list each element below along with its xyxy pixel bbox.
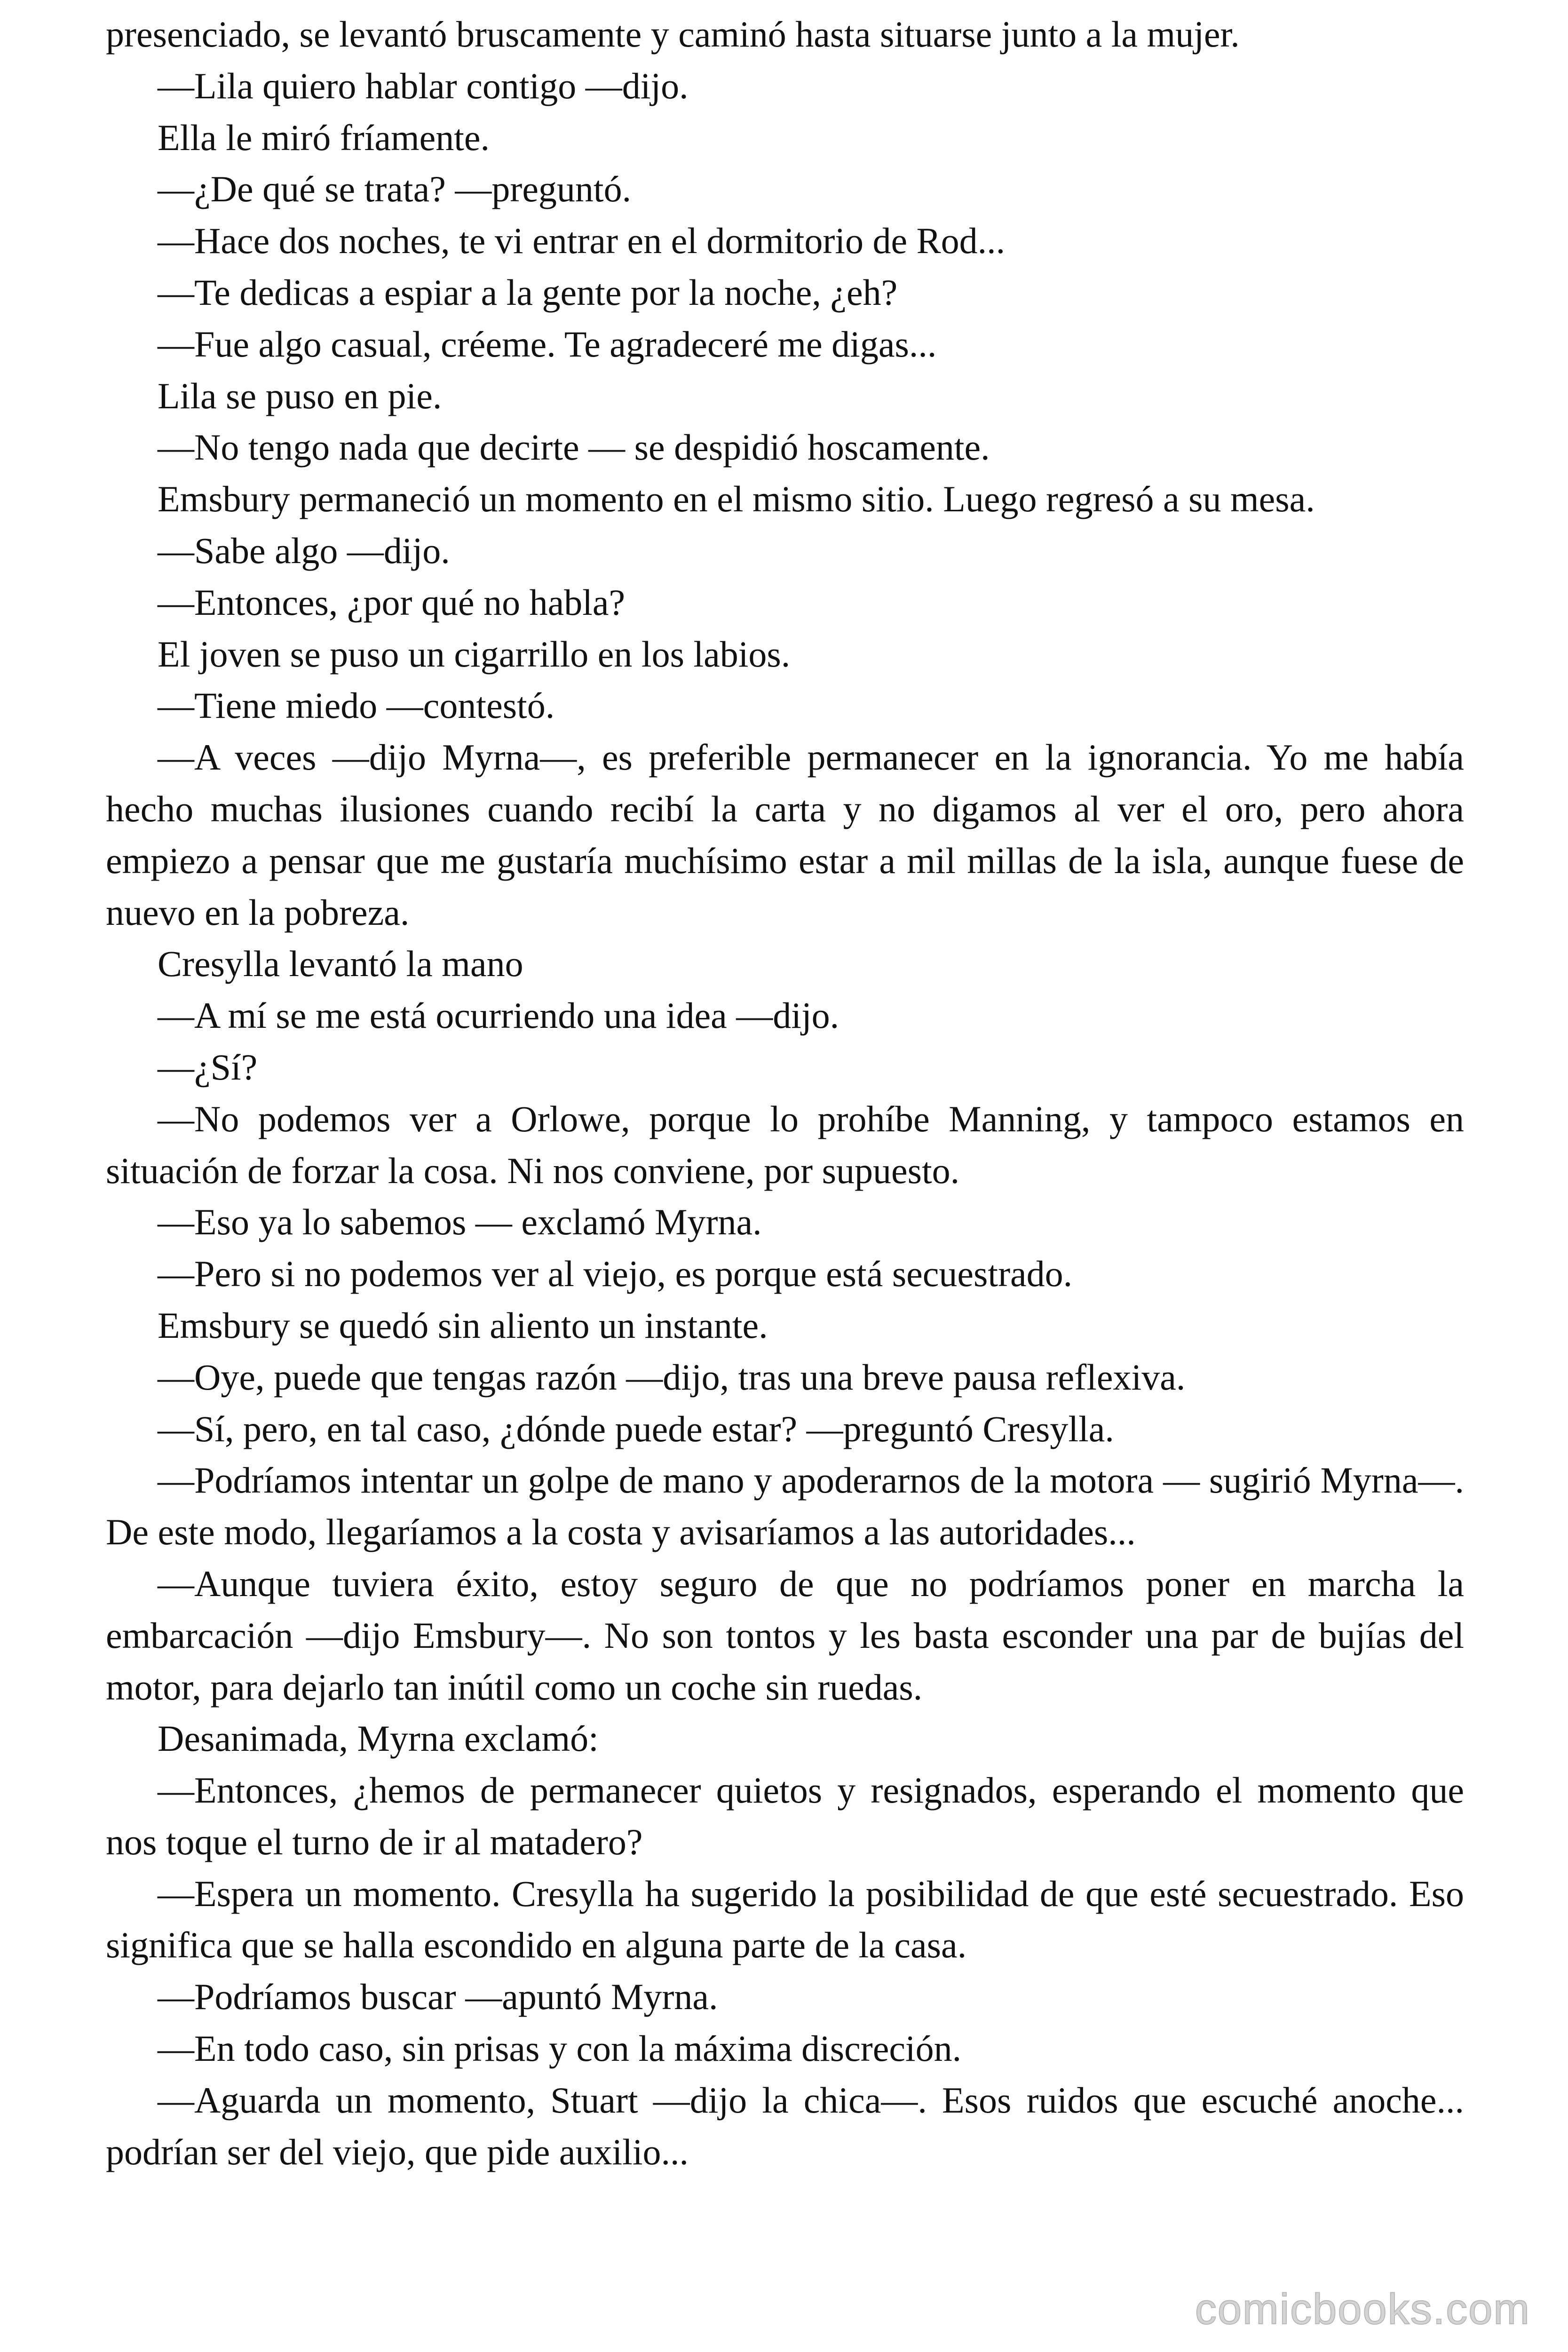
watermark: comicbooks.com (1195, 2285, 1530, 2333)
paragraph: —Podríamos buscar —apuntó Myrna. (158, 1976, 718, 2018)
paragraph: —A veces —dijo Myrna—, es preferible permanecer en la ignorancia. Yo me había hecho muchas ilusiones cuando recibí la carta y no digamos al ver el oro, pero ahora empiezo a pensar que me gustaría muchísimo estar a mil millas de la isla, aunque fuese de nuevo en la pobreza. (106, 737, 1464, 933)
paragraph: Desanimada, Myrna exclamó: (158, 1718, 599, 1759)
paragraph: —Fue algo casual, créeme. Te agradeceré me digas... (158, 323, 937, 365)
paragraph: —Eso ya lo sabemos — exclamó Myrna. (158, 1201, 762, 1243)
paragraph: Emsbury permaneció un momento en el mismo sitio. Luego regresó a su mesa. (158, 478, 1315, 520)
paragraph: —Aguarda un momento, Stuart —dijo la chica—. Esos ruidos que escuché anoche... podrían ser del viejo, que pide auxilio... (106, 2079, 1464, 2172)
paragraph: —Espera un momento. Cresylla ha sugerido la posibilidad de que esté secuestrado. Eso significa que se halla escondido en alguna parte de la casa. (106, 1873, 1464, 1966)
paragraph: —Tiene miedo —contestó. (158, 685, 555, 726)
paragraph: —Entonces, ¿hemos de permanecer quietos y resignados, esperando el momento que nos toque el turno de ir al matadero? (106, 1770, 1464, 1862)
paragraph: —Lila quiero hablar contigo —dijo. (158, 65, 689, 106)
paragraph: —Oye, puede que tengas razón —dijo, tras una breve pausa reflexiva. (158, 1356, 1186, 1398)
paragraph: Ella le miró fríamente. (158, 117, 490, 158)
paragraph: —No podemos ver a Orlowe, porque lo prohíbe Manning, y tampoco estamos en situación de forzar la cosa. Ni nos conviene, por supuesto. (106, 1098, 1464, 1191)
paragraph: —¿Sí? (158, 1046, 258, 1088)
paragraph: —No tengo nada que decirte — se despidió hoscamente. (158, 427, 990, 468)
page-body-text (106, 8, 1464, 2177)
paragraph: —Sabe algo —dijo. (158, 530, 450, 571)
paragraph: —Entonces, ¿por qué no habla? (158, 581, 626, 623)
paragraph: —Hace dos noches, te vi entrar en el dormitorio de Rod... (158, 220, 1006, 262)
paragraph: Cresylla levantó la mano (158, 943, 523, 985)
paragraph: —A mí se me está ocurriendo una idea —dijo. (158, 995, 839, 1036)
paragraph: El joven se puso un cigarrillo en los labios. (158, 633, 791, 675)
paragraph: —Sí, pero, en tal caso, ¿dónde puede estar? —preguntó Cresylla. (158, 1408, 1114, 1449)
paragraph: Lila se puso en pie. (158, 375, 442, 416)
paragraph: —Pero si no podemos ver al viejo, es porque está secuestrado. (158, 1253, 1073, 1295)
paragraph: —Te dedicas a espiar a la gente por la noche, ¿eh? (158, 271, 898, 313)
paragraph: —Podríamos intentar un golpe de mano y apoderarnos de la motora — sugirió Myrna—. De este modo, llegaríamos a la costa y avisaríamos a las autoridades... (106, 1460, 1464, 1553)
paragraph: Emsbury se quedó sin aliento un instante. (158, 1304, 768, 1346)
paragraph: presenciado, se levantó bruscamente y caminó hasta situarse junto a la mujer. (106, 14, 1240, 55)
paragraph: —En todo caso, sin prisas y con la máxima discreción. (158, 2028, 962, 2069)
paragraph: —¿De qué se trata? —preguntó. (158, 168, 632, 210)
paragraph: —Aunque tuviera éxito, estoy seguro de que no podríamos poner en marcha la embarcación —dijo Emsbury—. No son tontos y les basta esconder una par de bujías del motor, para dejarlo tan inútil como un coche sin ruedas. (106, 1563, 1464, 1708)
